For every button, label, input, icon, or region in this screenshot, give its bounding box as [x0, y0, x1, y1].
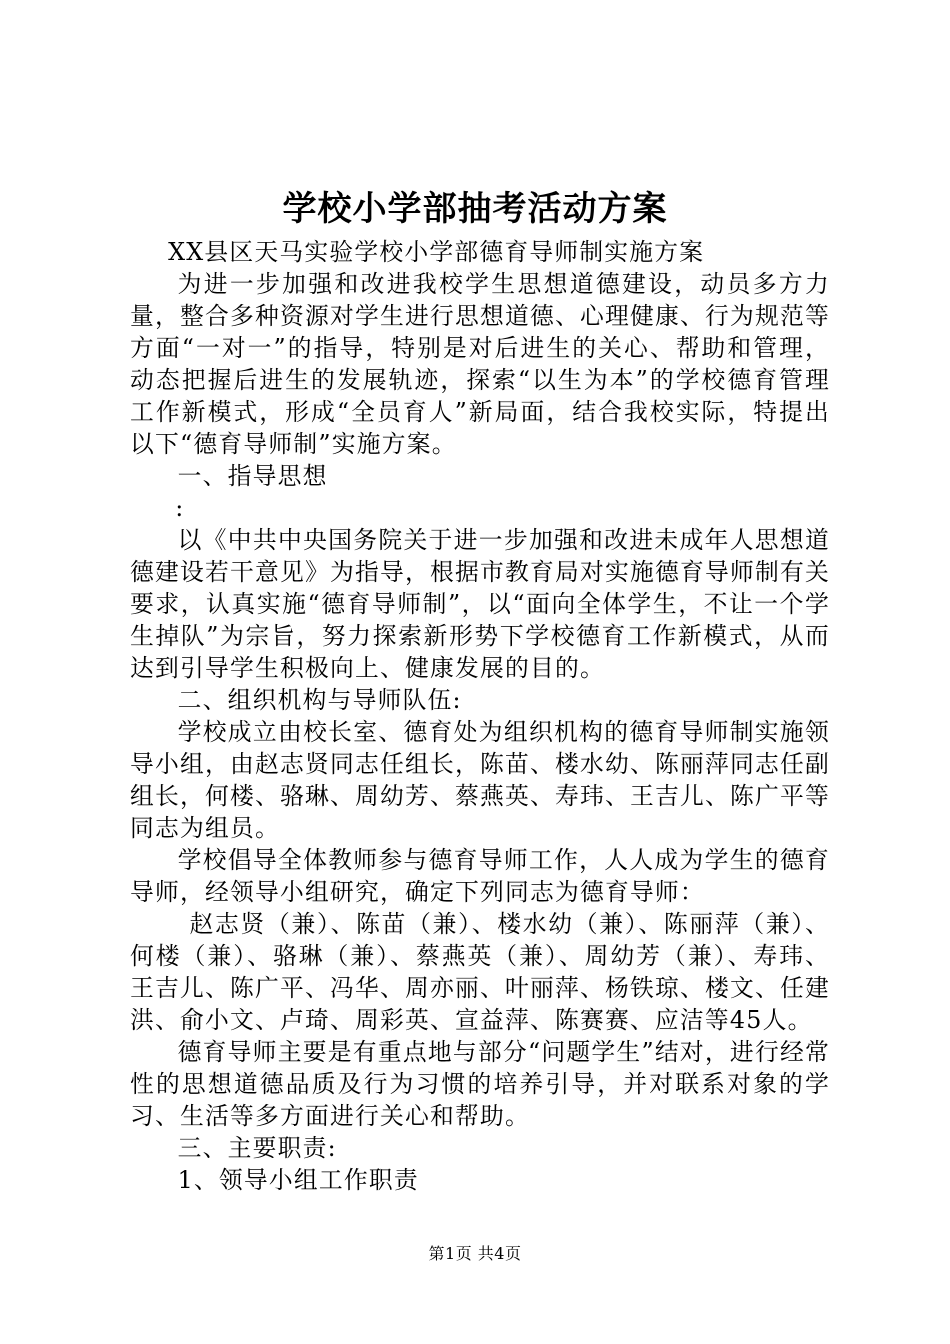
- paragraph-intro: 为进一步加强和改进我校学生思想道德建设，动员多方力量，整合多种资源对学生进行思想道德、心理健康、行为规范等方面“一对一”的指导，特别是对后进生的关心、帮助和管理，动态把握后进生的发展轨迹，探索“以生为本”的学校德育管理工作新模式，形成“全员育人”新局面，结合我校实际，特提出以下“德育导师制”实施方案。: [130, 270, 830, 458]
- paragraph-guiding-thought: 以《中共中央国务院关于进一步加强和改进未成年人思想道德建设若干意见》为指导，根据市教育局对实施德育导师制有关要求，认真实施“德育导师制”，以“面向全体学生，不让一个学生掉队”为宗旨，努力探索新形势下学校德育工作新模式，从而达到引导学生积极向上、健康发展的目的。: [130, 526, 830, 682]
- stray-colon: :: [175, 494, 185, 522]
- list-item-leadership-duties: 1、领导小组工作职责: [177, 1166, 419, 1194]
- section-heading-responsibilities: 三、主要职责:: [177, 1134, 337, 1162]
- document-body: [130, 236, 830, 1196]
- document-title: 学校小学部抽考活动方案: [282, 189, 668, 229]
- paragraph-mentor-names: 赵志贤（兼）、陈苗（兼）、楼水幼（兼）、陈丽萍（兼）、何楼（兼）、骆琳（兼）、蔡燕英（兼）、周幼芳（兼）、寿玮、王吉儿、陈广平、冯华、周亦丽、叶丽萍、杨铁琼、楼文、任建洪、俞小文、卢琦、周彩英、宣益萍、陈赛赛、应洁等45人。: [130, 910, 830, 1034]
- page-footer: 第1页 共4页: [428, 1244, 522, 1263]
- section-heading-guiding-thought: 一、指导思想: [177, 462, 328, 490]
- paragraph-mentor-advocacy: 学校倡导全体教师参与德育导师工作，人人成为学生的德育导师，经领导小组研究，确定下列同志为德育导师：: [130, 846, 830, 906]
- paragraph-mentor-duties: 德育导师主要是有重点地与部分“问题学生”结对，进行经常性的思想道德品质及行为习惯的培养引导，并对联系对象的学习、生活等多方面进行关心和帮助。: [130, 1038, 830, 1130]
- section-heading-organization: 二、组织机构与导师队伍:: [177, 686, 462, 714]
- paragraph-leadership-group: 学校成立由校长室、德育处为组织机构的德育导师制实施领导小组，由赵志贤同志任组长，陈苗、楼水幼、陈丽萍同志任副组长，何楼、骆琳、周幼芳、蔡燕英、寿玮、王吉儿、陈广平等同志为组员。: [130, 718, 830, 842]
- document-subtitle: XX县区天马实验学校小学部德育导师制实施方案: [168, 238, 705, 266]
